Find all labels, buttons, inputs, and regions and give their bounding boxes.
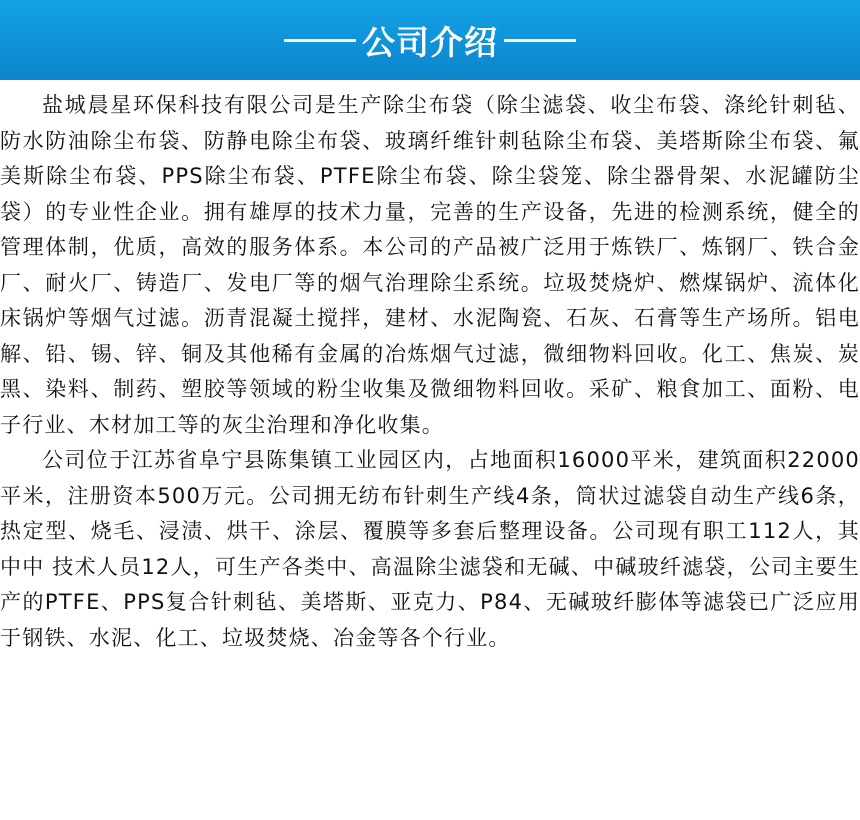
right-dash-divider — [504, 39, 576, 42]
section-title — [278, 17, 582, 64]
left-dash-divider — [284, 39, 356, 42]
intro-paragraph-1: 盐城晨星环保科技有限公司是生产除尘布袋（除尘滤袋、收尘布袋、涤纶针刺毡、防水防油除尘布袋、防静电除尘布袋、玻璃纤维针刺毡除尘布袋、美塔斯除尘布袋、氟美斯除尘布袋、PPS除尘布袋、PTFE除尘布袋、除尘袋笼、除尘器骨架、水泥罐防尘袋）的专业性企业。拥有雄厚的技术力量，完善的生产设备，先进的检测系统，健全的管理体制，优质，高效的服务体系。本公司的产品被广泛用于炼铁厂、炼钢厂、铁合金厂、耐火厂、铸造厂、发电厂等的烟气治理除尘系统。垃圾焚烧炉、燃煤锅炉、流体化床锅炉等烟气过滤。沥青混凝土搅拌，建材、水泥陶瓷、石灰、石膏等生产场所。铝电解、铅、锡、锌、铜及其他稀有金属的冶炼烟气过滤，微细物料回收。化工、焦炭、炭黑、染料、制药、塑胶等领域的粉尘收集及微细物料回收。采矿、粮食加工、面粉、电子行业、木材加工等的灰尘治理和净化收集。 — [0, 93, 860, 437]
company-intro-content — [0, 88, 860, 656]
section-title-text: 公司介绍 — [362, 22, 498, 62]
intro-paragraph-2: 公司位于江苏省阜宁县陈集镇工业园区内，占地面积16000平米，建筑面积22000平米，注册资本500万元。公司拥无纺布针刺生产线4条，筒状过滤袋自动生产线6条，热定型、烧毛、浸渍、烘干、涂层、覆膜等多套后整理设备。公司现有职工112人，其中中 技术人员12人，可生产各类中、高温除尘滤袋和无碱、中碱玻纤滤袋，公司主要生产的PTFE、PPS复合针刺毡、美塔斯、亚克力、P84、无碱玻纤膨体等滤袋已广泛应用于钢铁、水泥、化工、垃圾焚烧、冶金等各个行业。 — [0, 448, 860, 650]
section-header-banner — [0, 0, 860, 80]
